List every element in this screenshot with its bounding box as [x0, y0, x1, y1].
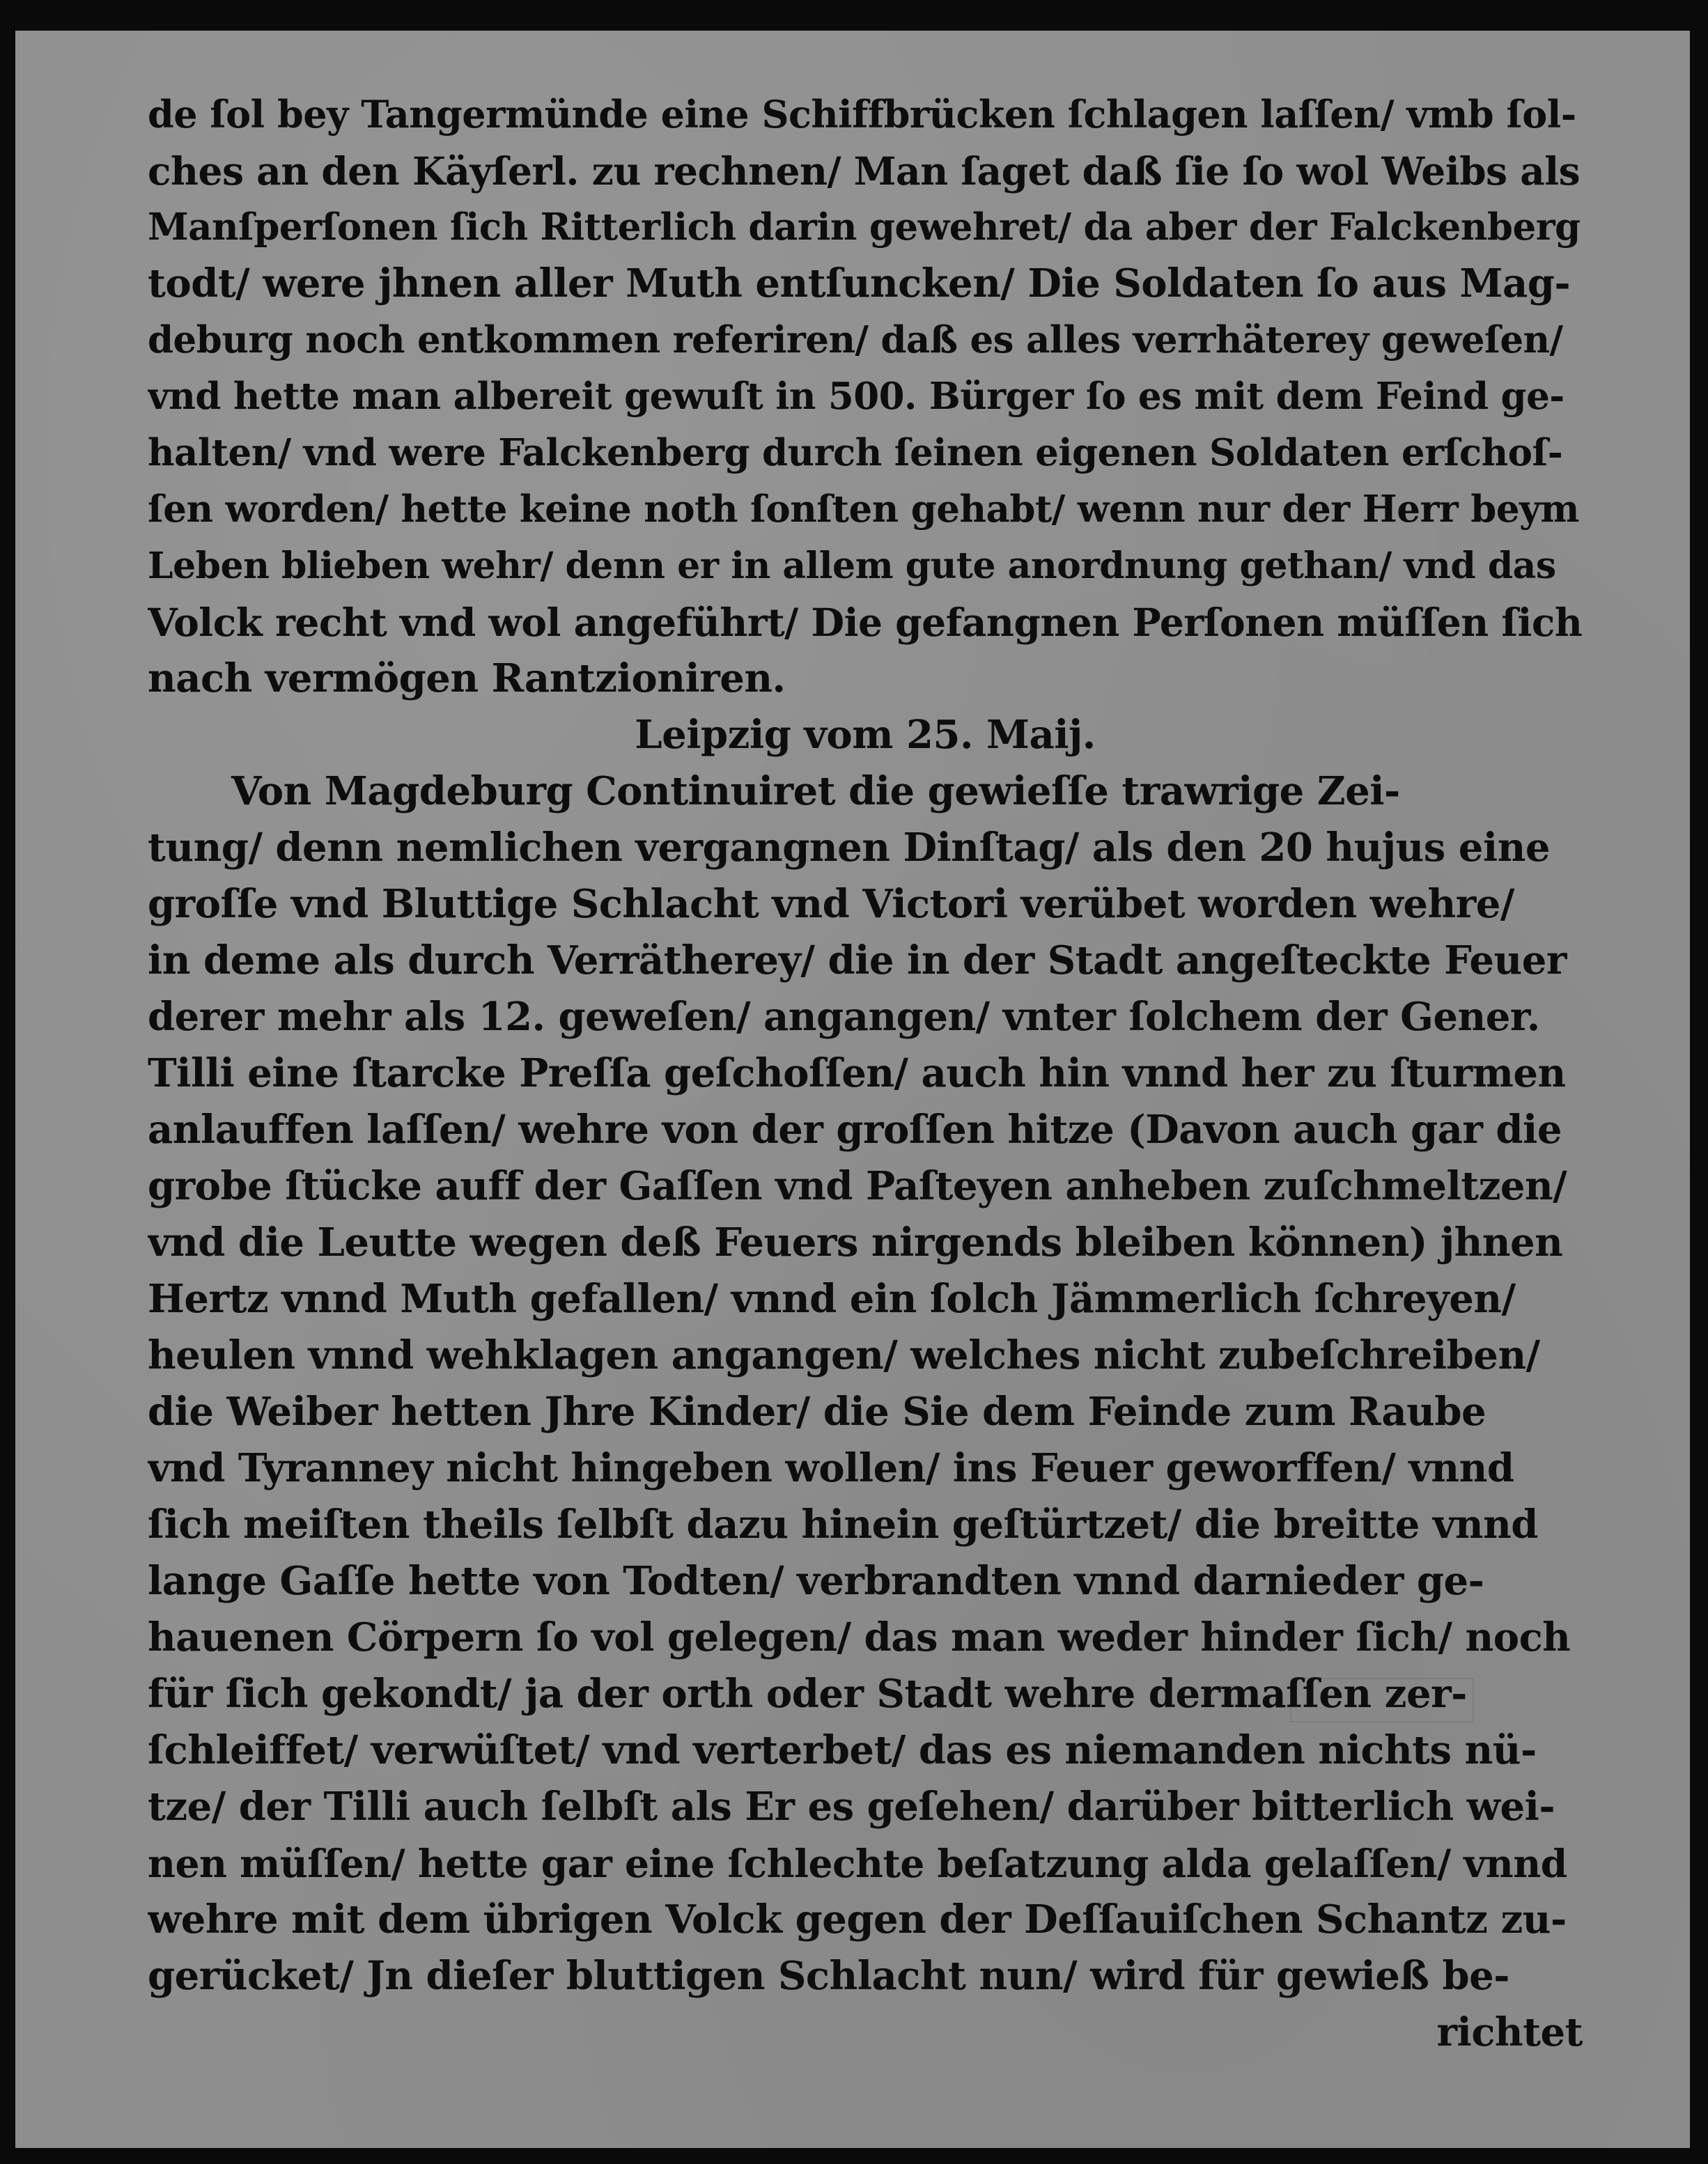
text-line: die Weiber hetten Jhre Kinder/ die Sie dem Feinde zum Raube [148, 1389, 1486, 1435]
document-page [15, 31, 1690, 2148]
text-line: tze/ der Tilli auch ſelbſt als Er es geſehen/ darüber bitterlich wei- [148, 1784, 1555, 1830]
text-line: de ſol bey Tangermünde eine Schiffbrücken ſchlagen laſſen/ vmb ſol- [148, 92, 1576, 137]
text-line: ches an den Käyſerl. zu rechnen/ Man ſaget daß ſie ſo wol Weibs als [148, 148, 1581, 194]
text-line: Leben blieben wehr/ denn er in allem gute anordnung gethan/ vnd das [148, 545, 1556, 587]
text-line: ſich meiſten theils ſelbſt dazu hinein geſtürtzet/ die breitte vnnd [148, 1502, 1538, 1548]
text-line: derer mehr als 12. geweſen/ angangen/ vnter ſolchem der Gener. [148, 994, 1540, 1040]
text-line: für ſich gekondt/ ja der orth oder Stadt wehre dermaſſen zer- [148, 1671, 1467, 1717]
dateline-heading: Leipzig vom 25. Maij. [635, 712, 1096, 758]
text-line: hauenen Cörpern ſo vol gelegen/ das man weder hinder ſich/ noch [148, 1614, 1571, 1660]
text-line: vnd die Leutte wegen deß Feuers nirgends bleiben können) jhnen [148, 1220, 1563, 1266]
text-line: grobe ſtücke auff der Gaſſen vnd Paſteyen anheben zuſchmeltzen/ [148, 1163, 1567, 1209]
text-line: heulen vnnd wehklagen angangen/ welches nicht zubeſchreiben/ [148, 1332, 1540, 1378]
text-line: Von Magdeburg Continuiret die gewieſſe trawrige Zei- [231, 768, 1400, 814]
text-line: deburg noch entkommen referiren/ daß es alles verrhäterey geweſen/ [148, 318, 1563, 361]
text-line: in deme als durch Verrätherey/ die in der Stadt angeſteckte Feuer [148, 937, 1567, 983]
text-line: Tilli eine ſtarcke Preſſa geſchoſſen/ auch hin vnnd her zu ſturmen [148, 1050, 1566, 1096]
text-line: nen müſſen/ hette gar eine ſchlechte beſatzung alda gelaſſen/ vnnd [148, 1841, 1567, 1886]
text-line: wehre mit dem übrigen Volck gegen der Deſſauiſchen Schantz zu- [148, 1897, 1567, 1943]
text-line: Hertz vnnd Muth gefallen/ vnnd ein ſolch Jämmerlich ſchreyen/ [148, 1276, 1516, 1322]
text-line: halten/ vnd were Falckenberg durch ſeinen eigenen Soldaten erſchoſ- [148, 431, 1563, 474]
text-line: lange Gaſſe hette von Todten/ verbrandten vnnd darnieder ge- [148, 1558, 1484, 1604]
text-line: ſen worden/ hette keine noth ſonſten gehabt/ wenn nur der Herr beym [148, 488, 1579, 531]
text-line: anlauffen laſſen/ wehre von der groſſen hitze (Davon auch gar die [148, 1107, 1562, 1153]
text-line: vnd Tyranney nicht hingeben wollen/ ins Feuer geworffen/ vnnd [148, 1445, 1514, 1491]
text-line: Manſperſonen ſich Ritterlich darin gewehret/ da aber der Falckenberg [148, 205, 1581, 249]
text-line: gerücket/ Jn dieſer bluttigen Schlacht nun/ wird für gewieß be- [148, 1953, 1509, 1999]
text-line: todt/ were jhnen aller Muth entſuncken/ Die Soldaten ſo aus Mag- [148, 260, 1571, 306]
text-line: Volck recht vnd wol angeführt/ Die gefangnen Perſonen müſſen ſich [148, 600, 1583, 645]
text-line: groſſe vnd Bluttige Schlacht vnd Victori verübet worden wehre/ [148, 881, 1514, 927]
text-block [148, 86, 1583, 2061]
text-line: ſchleiffet/ verwüſtet/ vnd verterbet/ das es niemanden nichts nü- [148, 1727, 1537, 1773]
text-line: nach vermögen Rantzioniren. [148, 655, 786, 701]
text-line: tung/ denn nemlichen vergangnen Dinſtag/ als den 20 hujus eine [148, 825, 1551, 871]
faint-library-stamp [1290, 1678, 1474, 1722]
text-line: vnd hette man albereit gewuſt in 500. Bürger ſo es mit dem Feind ge- [148, 375, 1565, 418]
catchword: richtet [1436, 2009, 1583, 2055]
